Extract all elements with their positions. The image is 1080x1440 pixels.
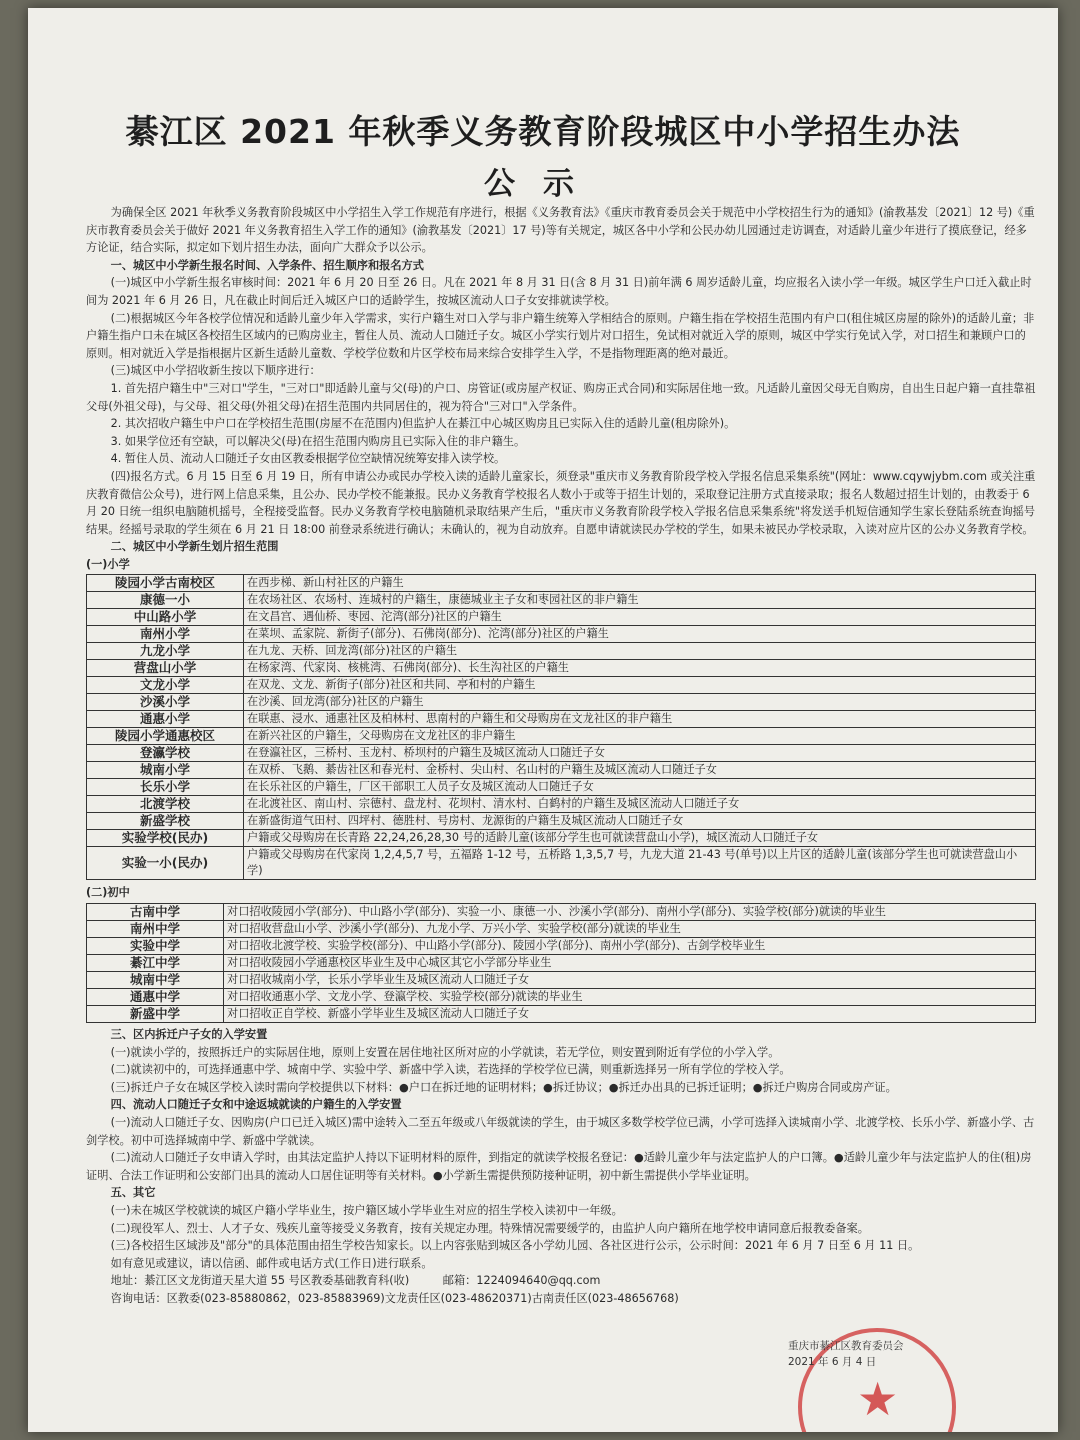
enrollment-range: 在九龙、天桥、回龙湾(部分)社区的户籍生 <box>244 643 1036 660</box>
section-1-para-4: (四)报名方式。6 月 15 日至 6 月 19 日，所有申请公办或民办学校入读的适龄儿童家长，须登录"重庆市义务教育阶段学校入学报名信息采集系统"(网址：www.cqywjybm.com 或关注重庆教育微信公众号)，进行网上信息采集，且公办、民办学校不能兼报。民办义务教育学校报名人数小于或等于招生计划的，采取登记注册方式直接录取；报名人数超过招生计划的，由教委于 6 月 20 日统一组织电脑随机摇号，全程接受监督。民办义务教育学校电脑随机录取结果产生后，"重庆市义务教育阶段学校入学报名信息采集系统"将发送手机短信通知学生家长登陆系统查询摇号结果。经摇号录取的学生须在 6 月 21 日 18:00 前登录系统进行确认；未确认的，视为自动放弃。自愿申请就读民办学校的学生，如果未被民办学校录取，入读对应片区的公办义务教育学校。 <box>86 469 1036 536</box>
middle-subheading: (二)初中 <box>86 886 130 900</box>
school-name: 康德一小 <box>87 592 244 609</box>
enrollment-range: 在双龙、文龙、新街子(部分)社区和共同、亭和村的户籍生 <box>244 677 1036 694</box>
section-1-para-3: (三)城区中小学招收新生按以下顺序进行： <box>110 364 321 378</box>
section-4-para-1: (一)流动人口随迁子女、因购房(户口已迁入城区)需中途转入二至五年级或八年级就读的学生，由于城区多数学校学位已满，小学可选择入读城南小学、北渡学校、长乐小学、新盛小学、古剑学校。初中可选择城南中学、新盛中学就读。 <box>86 1116 1035 1147</box>
enrollment-range: 对口招收通惠小学、文龙小学、登瀛学校、实验学校(部分)就读的毕业生 <box>224 989 1036 1006</box>
school-name: 陵园小学通惠校区 <box>87 728 244 745</box>
school-name: 古南中学 <box>87 904 224 921</box>
school-name: 城南中学 <box>87 972 224 989</box>
section-5-para-3: (三)各校招生区域涉及"部分"的具体范围由招生学校告知家长。以上内容张贴到城区各小学幼儿园、各社区进行公示，公示时间：2021 年 6 月 7 日至 6 月 11 日。 <box>110 1239 920 1253</box>
table-row <box>87 796 1036 813</box>
enrollment-range: 在联惠、浸水、通惠社区及柏林村、思南村的户籍生和父母购房在文龙社区的非户籍生 <box>244 711 1036 728</box>
enrollment-range: 对口招收城南小学，长乐小学毕业生及城区流动人口随迁子女 <box>224 972 1036 989</box>
section-4-heading: 四、流动人口随迁子女和中途返城就读的户籍生的入学安置 <box>110 1098 402 1112</box>
enrollment-range: 对口招收营盘山小学、沙溪小学(部分)、九龙小学、万兴小学、实验学校(部分)就读的毕业生 <box>224 921 1036 938</box>
section-1-item-3: 3. 如果学位还有空缺，可以解决父(母)在招生范围内购房且已实际入住的非户籍生。 <box>110 434 526 448</box>
enrollment-range: 户籍或父母购房在长青路 22,24,26,28,30 号的适龄儿童(该部分学生也可就读营盘山小学)，城区流动人口随迁子女 <box>244 830 1036 847</box>
school-name: 通惠中学 <box>87 989 224 1006</box>
table-row <box>87 677 1036 694</box>
section-3-para-2: (二)就读初中的，可选择通惠中学、城南中学、实验中学、新盛中学入读，若选择的学校学位已满，则重新选择另一所有学位的学校入学。 <box>110 1063 791 1077</box>
signoff <box>788 1338 904 1370</box>
enrollment-range: 在北渡社区、南山村、宗德村、盘龙村、花坝村、清水村、白鹤村的户籍生及城区流动人口随迁子女 <box>244 796 1036 813</box>
table-row <box>87 779 1036 796</box>
signoff-org: 重庆市綦江区教育委员会 <box>788 1340 904 1352</box>
primary-subheading: (一)小学 <box>86 557 130 571</box>
school-name: 陵园小学古南校区 <box>87 575 244 592</box>
table-row <box>87 711 1036 728</box>
notice-title: 綦江区 2021 年秋季义务教育阶段城区中小学招生办法 <box>125 112 961 151</box>
table-row <box>87 938 1036 955</box>
table-row <box>87 660 1036 677</box>
school-name: 九龙小学 <box>87 643 244 660</box>
school-name: 北渡学校 <box>87 796 244 813</box>
section-2-heading: 二、城区中小学新生划片招生范围 <box>110 540 279 554</box>
table-row <box>87 847 1036 880</box>
school-name: 文龙小学 <box>87 677 244 694</box>
school-name: 实验中学 <box>87 938 224 955</box>
table-row <box>87 575 1036 592</box>
enrollment-range: 在新盛街道气田村、四坪村、德胜村、号房村、龙源街的户籍生及城区流动人口随迁子女 <box>244 813 1036 830</box>
table-row <box>87 762 1036 779</box>
enrollment-range: 对口招收北渡学校、实验学校(部分)、中山路小学(部分)、陵园小学(部分)、南州小学(部分)、古剑学校毕业生 <box>224 938 1036 955</box>
enrollment-range: 在双桥、飞鹅、綦齿社区和春光村、金桥村、尖山村、名山村的户籍生及城区流动人口随迁子女 <box>244 762 1036 779</box>
enrollment-range: 对口招收正自学校、新盛小学毕业生及城区流动人口随迁子女 <box>224 1006 1036 1023</box>
section-3-para-1: (一)就读小学的，按照拆迁户的实际居住地，原则上安置在居住地社区所对应的小学就读，若无学位，则安置到附近有学位的小学入学。 <box>110 1045 780 1059</box>
section-4-para-2: (二)流动人口随迁子女申请入学时，由其法定监护人持以下证明材料的原件，到指定的就读学校报名登记：●适龄儿童少年与法定监护人的户口簿。●适龄儿童少年与法定监护人的住(租)房证明、合法工作证明和公安部门出具的流动人口居住证明等有关材料。●小学新生需提供预防接种证明，初中新生需提供小学毕业证明。 <box>86 1151 1032 1182</box>
table-row <box>87 745 1036 762</box>
table-row <box>87 694 1036 711</box>
school-name: 中山路小学 <box>87 609 244 626</box>
table-row <box>87 728 1036 745</box>
contact-address: 地址：綦江区文龙街道天星大道 55 号区教委基础教育科(收) 邮箱：1224094640@qq.com <box>110 1274 601 1288</box>
school-name: 沙溪小学 <box>87 694 244 711</box>
enrollment-range: 在登瀛社区，三桥村、玉龙村、桥坝村的户籍生及城区流动人口随迁子女 <box>244 745 1036 762</box>
intro-paragraph: 为确保全区 2021 年秋季义务教育阶段城区中小学招生入学工作规范有序进行，根据《义务教育法》《重庆市教育委员会关于规范中小学校招生行为的通知》(渝教基发〔2021〕12 号)《重庆市教育委员会关于做好 2021 年义务教育招生入学工作的通知》(渝教基发〔2021〕17 号)等有关规定，城区各中小学和公民办幼儿园通过走访调查，对适龄儿童少年进行了摸底登记，经多方论证，结合实际，拟定如下划片招生办法，面向广大群众予以公示。 <box>86 206 1035 255</box>
school-name: 通惠小学 <box>87 711 244 728</box>
enrollment-range: 对口招收陵园小学(部分)、中山路小学(部分)、实验一小、康德一小、沙溪小学(部分)、南州小学(部分)、实验学校(部分)就读的毕业生 <box>224 904 1036 921</box>
enrollment-range: 对口招收陵园小学通惠校区毕业生及中心城区其它小学部分毕业生 <box>224 955 1036 972</box>
section-1-para-1: (一)城区中小学新生报名审核时间：2021 年 6 月 20 日至 26 日。凡在 2021 年 8 月 31 日(含 8 月 31 日)前年满 6 周岁适龄儿童，均应报名入读小学一年级。城区学生户口迁入截止时间为 2021 年 6 月 26 日，凡在截止时间后迁入城区户口的适龄学生，按城区流动人口子女安排就读学校。 <box>86 276 1032 307</box>
contact-phone: 咨询电话：区教委(023-85880862，023-85883969)文龙责任区(023-48620371)古南责任区(023-48656768) <box>110 1291 679 1305</box>
section-3-heading: 三、区内拆迁户子女的入学安置 <box>110 1028 268 1042</box>
table-row <box>87 643 1036 660</box>
table-row <box>87 592 1036 609</box>
table-row <box>87 609 1036 626</box>
enrollment-range: 在农场社区、农场村、连城村的户籍生，康德城业主子女和枣园社区的非户籍生 <box>244 592 1036 609</box>
enrollment-range: 在文昌宫、遇仙桥、枣园、沱湾(部分)社区的户籍生 <box>244 609 1036 626</box>
school-name: 南州小学 <box>87 626 244 643</box>
section-1-para-2: (二)根据城区今年各校学位情况和适龄儿童少年入学需求，实行户籍生对口入学与非户籍生统筹入学相结合的原则。户籍生指在学校招生范围内有户口(租住城区房屋的除外)的适龄儿童；非户籍生指户口未在城区各校招生区域内的已购房业主，暂住人员、流动人口随迁子女。城区小学实行划片对口招生，免试相对就近入学的原则，城区中学实行免试入学，对口招生和兼顾户口的原则。相对就近入学是指根据片区新生适龄儿童数、学校学位数和片区学校布局来综合安排学生入学，不是指物理距离的绝对最近。 <box>86 311 1035 360</box>
signoff-date: 2021 年 6 月 4 日 <box>788 1356 877 1368</box>
section-5-heading: 五、其它 <box>110 1186 156 1200</box>
contact-note: 如有意见或建议，请以信函、邮件或电话方式(工作日)进行联系。 <box>110 1256 433 1270</box>
table-row <box>87 972 1036 989</box>
section-1-item-4: 4. 暂住人员、流动人口随迁子女由区教委根据学位空缺情况统筹安排入读学校。 <box>110 452 506 466</box>
enrollment-range: 在长乐社区的户籍生，厂区干部职工人员子女及城区流动人口随迁子女 <box>244 779 1036 796</box>
table-row <box>87 989 1036 1006</box>
enrollment-range: 在新兴社区的户籍生，父母购房在文龙社区的非户籍生 <box>244 728 1036 745</box>
section-3-para-3: (三)拆迁户子女在城区学校入读时需向学校提供以下材料：●户口在拆迁地的证明材料；●拆迁协议；●拆迁办出具的已拆迁证明；●拆迁户购房合同或房产证。 <box>110 1080 897 1094</box>
section-1-heading: 一、城区中小学新生报名时间、入学条件、招生顺序和报名方式 <box>110 258 424 272</box>
seal-star-icon: ★ <box>857 1372 899 1426</box>
school-name: 南州中学 <box>87 921 224 938</box>
section-5-para-2: (二)现役军人、烈士、人才子女、残疾儿童等接受义务教育，按有关规定办理。特殊情况需要缓学的，由监护人向户籍所在地学校申请同意后报教委备案。 <box>110 1221 869 1235</box>
table-row <box>87 955 1036 972</box>
school-name: 新盛中学 <box>87 1006 224 1023</box>
middle-school-table <box>86 903 1036 1023</box>
school-name: 实验学校(民办) <box>87 830 244 847</box>
notice-body <box>86 204 1036 1308</box>
school-name: 綦江中学 <box>87 955 224 972</box>
notice-subtitle: 公示 <box>484 166 602 202</box>
primary-school-table <box>86 574 1036 880</box>
school-name: 实验一小(民办) <box>87 847 244 880</box>
school-name: 新盛学校 <box>87 813 244 830</box>
enrollment-range: 在西步梯、新山村社区的户籍生 <box>244 575 1036 592</box>
table-row <box>87 921 1036 938</box>
section-1-item-1: 1. 首先招户籍生中"三对口"学生，"三对口"即适龄儿童与父(母)的户口、房管证(或房屋产权证、购房正式合同)和实际居住地一致。凡适龄儿童因父母无自购房，自出生日起户籍一直挂靠祖父母(外祖父母)，与父母、祖父母(外祖父母)在招生范围内共同居住的，视为符合"三对口"入学条件。 <box>86 381 1036 413</box>
school-name: 登瀛学校 <box>87 745 244 762</box>
school-name: 城南小学 <box>87 762 244 779</box>
school-name: 营盘山小学 <box>87 660 244 677</box>
notice-paper <box>28 8 1058 1432</box>
table-row <box>87 830 1036 847</box>
table-row <box>87 813 1036 830</box>
table-row <box>87 626 1036 643</box>
section-5-para-1: (一)未在城区学校就读的城区户籍小学毕业生，按户籍区域小学毕业生对应的招生学校入读初中一年级。 <box>110 1204 623 1217</box>
enrollment-range: 在沙溪、回龙湾(部分)社区的户籍生 <box>244 694 1036 711</box>
section-1-item-2: 2. 其次招收户籍生中户口在学校招生范围(房屋不在范围内)但监护人在綦江中心城区购房且已实际入住的适龄儿童(租房除外)。 <box>110 417 736 431</box>
table-row <box>87 1006 1036 1023</box>
school-name: 长乐小学 <box>87 779 244 796</box>
enrollment-range: 在杨家湾、代家岗、核桃湾、石佛岗(部分)、长生沟社区的户籍生 <box>244 660 1036 677</box>
enrollment-range: 在菜坝、孟家院、新街子(部分)、石佛岗(部分)、沱湾(部分)社区的户籍生 <box>244 626 1036 643</box>
table-row <box>87 904 1036 921</box>
enrollment-range: 户籍或父母购房在代家岗 1,2,4,5,7 号，五福路 1-12 号，五桥路 1,3,5,7 号，九龙大道 21-43 号(单号)以上片区的适龄儿童(该部分学生也可就读营盘山小学) <box>244 847 1036 880</box>
